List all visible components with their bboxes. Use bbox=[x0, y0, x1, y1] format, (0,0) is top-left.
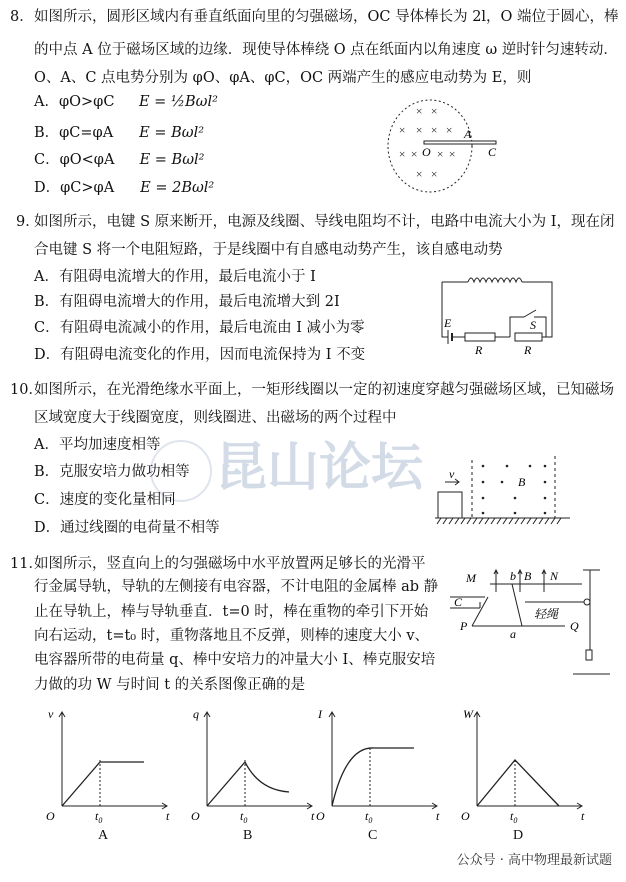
q10-option-a: A．平均加速度相等 bbox=[34, 437, 161, 453]
label-b: B bbox=[518, 475, 526, 489]
q8-stem-line: O、A、C 点电势分别为 φO、φA、φC，OC 两端产生的感应电动势为 E，则 bbox=[34, 70, 532, 86]
resistor bbox=[515, 333, 542, 341]
label-s: S bbox=[530, 318, 536, 332]
label-e: E bbox=[444, 316, 452, 330]
label-r: R bbox=[524, 343, 532, 357]
graph-d bbox=[455, 706, 585, 825]
x-axis-label: t bbox=[311, 809, 315, 823]
t0-label: $t_0$ bbox=[510, 809, 518, 825]
q11-stem-line: 行金属导轨，导轨的左侧接有电容器，不计电阻的金属棒 ab 静 bbox=[34, 579, 439, 595]
t0-label: $t_0$ bbox=[240, 809, 248, 825]
svg-text:×: × bbox=[448, 147, 457, 161]
q11-stem-line: 力做的功 W 与时间 t 的关系图像正确的是 bbox=[34, 677, 306, 693]
option-relation: φC>φA bbox=[60, 180, 115, 196]
svg-text:×: × bbox=[436, 147, 445, 161]
q11-stem-line: 如图所示，竖直向上的匀强磁场中水平放置两足够长的光滑平 bbox=[34, 556, 426, 572]
svg-text:×: × bbox=[415, 104, 424, 118]
svg-text:×: × bbox=[410, 147, 419, 161]
q11-stem-line: 止在导轨上，棒与导轨垂直．t=0 时，棒在重物的牵引下开始 bbox=[34, 604, 429, 620]
q8-option-a bbox=[34, 92, 218, 112]
svg-text:×: × bbox=[430, 123, 439, 137]
q10-coil-field-figure bbox=[435, 438, 575, 513]
rectangular-coil bbox=[438, 492, 462, 518]
q8-stem-line: 的中点 A 位于磁场区域的边缘．现使导体棒绕 O 点在纸面内以角速度 ω 逆时针匀速转动． bbox=[34, 42, 618, 58]
graph-option-label: A bbox=[98, 828, 109, 843]
svg-text:×: × bbox=[415, 123, 424, 137]
svg-text:×: × bbox=[415, 167, 424, 181]
field-arrows bbox=[494, 570, 546, 592]
switch-s bbox=[524, 310, 536, 317]
y-axis-label: q bbox=[193, 707, 199, 721]
label-q: Q bbox=[570, 619, 579, 633]
footer-source: 公众号 · 高中物理最新试题 bbox=[456, 853, 612, 868]
q9-option-d: D．有阻碍电流变化的作用，因而电流保持为 I 不变 bbox=[34, 347, 366, 363]
option-equation: E = Bωl² bbox=[139, 125, 205, 141]
field-dots bbox=[482, 465, 547, 515]
option-relation: φC=φA bbox=[59, 125, 114, 141]
q9-stem-line: 如图所示，电键 S 原来断开，电源及线圈、导线电阻均不计，电路中电流大小为 I，现在闭 bbox=[34, 214, 615, 230]
graph-c bbox=[310, 706, 440, 825]
q9-option-a: A．有阻碍电流增大的作用，最后电流小于 I bbox=[34, 269, 316, 285]
y-axis-label: W bbox=[463, 707, 473, 721]
svg-text:×: × bbox=[430, 104, 439, 118]
q9-number: 9． bbox=[16, 214, 40, 230]
x-axis-label: t bbox=[436, 809, 440, 823]
q11-stem-line: 向右运动，t=t₀ 时，重物落地且不反弹，则棒的速度大小 v、 bbox=[34, 628, 430, 644]
origin-label: O bbox=[461, 809, 470, 823]
label-b: b bbox=[510, 569, 516, 583]
ground-hatch bbox=[437, 518, 561, 524]
x-axis-label: t bbox=[166, 809, 170, 823]
q8-magnetic-circle-figure bbox=[355, 98, 497, 198]
option-relation: φO>φC bbox=[58, 94, 115, 110]
q10-option-c: C．速度的变化量相同 bbox=[34, 492, 176, 508]
q8-number: 8． bbox=[10, 9, 34, 25]
option-label: A． bbox=[34, 94, 59, 110]
option-equation: E = Bωl² bbox=[139, 152, 205, 168]
t0-label: $t_0$ bbox=[95, 809, 103, 825]
label-r: R bbox=[475, 343, 483, 357]
resistor bbox=[465, 333, 495, 341]
graph-option-label: C bbox=[368, 828, 378, 843]
axes bbox=[59, 712, 167, 809]
axes bbox=[329, 712, 437, 809]
svg-text:×: × bbox=[430, 167, 439, 181]
q8-option-c bbox=[34, 150, 205, 170]
graph-curve bbox=[207, 762, 289, 806]
option-equation: E = ½Bωl² bbox=[138, 94, 218, 110]
q9-option-c: C．有阻碍电流减小的作用，最后电流由 I 减小为零 bbox=[34, 320, 365, 336]
graph-curve bbox=[62, 762, 144, 806]
q10-stem-line: 区域宽度大于线圈宽度，则线圈进、出磁场的两个过程中 bbox=[34, 410, 397, 426]
label-a: a bbox=[510, 627, 516, 641]
option-equation: E = 2Bωl² bbox=[140, 180, 215, 196]
y-axis-label: I bbox=[318, 707, 322, 721]
label-p: P bbox=[460, 619, 468, 633]
q8-stem-line: 如图所示，圆形区域内有垂直纸面向里的匀强磁场，OC 导体棒长为 2l，O 端位于圆心，棒 bbox=[34, 9, 619, 25]
origin-label: O bbox=[316, 809, 325, 823]
graph-option-label: D bbox=[513, 828, 524, 843]
label-a: A bbox=[464, 127, 472, 141]
label-rope: 轻绳 bbox=[534, 607, 559, 621]
pulley bbox=[584, 599, 590, 605]
q9-stem-line: 合电键 S 将一个电阻短路，于是线圈中有自感电动势产生，该自感电动势 bbox=[34, 242, 503, 258]
x-axis-label: t bbox=[581, 809, 585, 823]
t0-label: $t_0$ bbox=[365, 809, 373, 825]
q10-stem-line: 如图所示，在光滑绝缘水平面上，一矩形线圈以一定的初速度穿越匀强磁场区域，已知磁场 bbox=[34, 382, 614, 398]
graph-curve bbox=[477, 760, 559, 806]
inductor-coil bbox=[468, 278, 522, 282]
label-c: C bbox=[488, 145, 497, 159]
q10-option-d: D．通过线圈的电荷量不相等 bbox=[34, 520, 220, 536]
svg-text:×: × bbox=[445, 123, 454, 137]
option-label: B． bbox=[34, 125, 60, 141]
axes bbox=[474, 712, 582, 809]
q10-number: 10． bbox=[10, 382, 43, 398]
label-o: O bbox=[422, 145, 431, 159]
svg-text:×: × bbox=[398, 123, 407, 137]
label-c: C bbox=[454, 595, 463, 609]
graph-b bbox=[185, 706, 315, 825]
y-axis-label: v bbox=[48, 707, 54, 721]
graph-curve bbox=[332, 748, 414, 806]
watermark-text: 昆山论坛 bbox=[215, 437, 424, 498]
label-m: M bbox=[466, 571, 476, 585]
svg-text:×: × bbox=[398, 147, 407, 161]
q9-option-b: B．有阻碍电流增大的作用，最后电流增大到 2I bbox=[34, 294, 340, 310]
graph-option-label: B bbox=[243, 828, 253, 843]
option-label: D． bbox=[34, 180, 61, 196]
label-field-b: B bbox=[524, 569, 532, 583]
graph-a bbox=[40, 706, 170, 825]
label-v: v bbox=[449, 467, 455, 481]
axes bbox=[204, 712, 312, 809]
q11-number: 11． bbox=[10, 556, 43, 572]
q8-option-d bbox=[34, 178, 214, 198]
origin-label: O bbox=[191, 809, 200, 823]
q11-stem-line: 电容器所带的电荷量 q、棒中安培力的冲量大小 I、棒克服安培 bbox=[34, 652, 436, 668]
conductor-rod bbox=[424, 141, 496, 144]
label-n: N bbox=[550, 569, 559, 583]
q8-option-b bbox=[34, 123, 204, 143]
q10-option-b: B．克服安培力做功相等 bbox=[34, 464, 190, 480]
weight bbox=[586, 650, 592, 660]
q11-rail-figure bbox=[450, 562, 610, 672]
option-relation: φO<φA bbox=[59, 152, 115, 168]
rails bbox=[450, 584, 582, 626]
q9-circuit-figure bbox=[440, 272, 560, 357]
option-label: C． bbox=[34, 152, 60, 168]
origin-label: O bbox=[46, 809, 55, 823]
